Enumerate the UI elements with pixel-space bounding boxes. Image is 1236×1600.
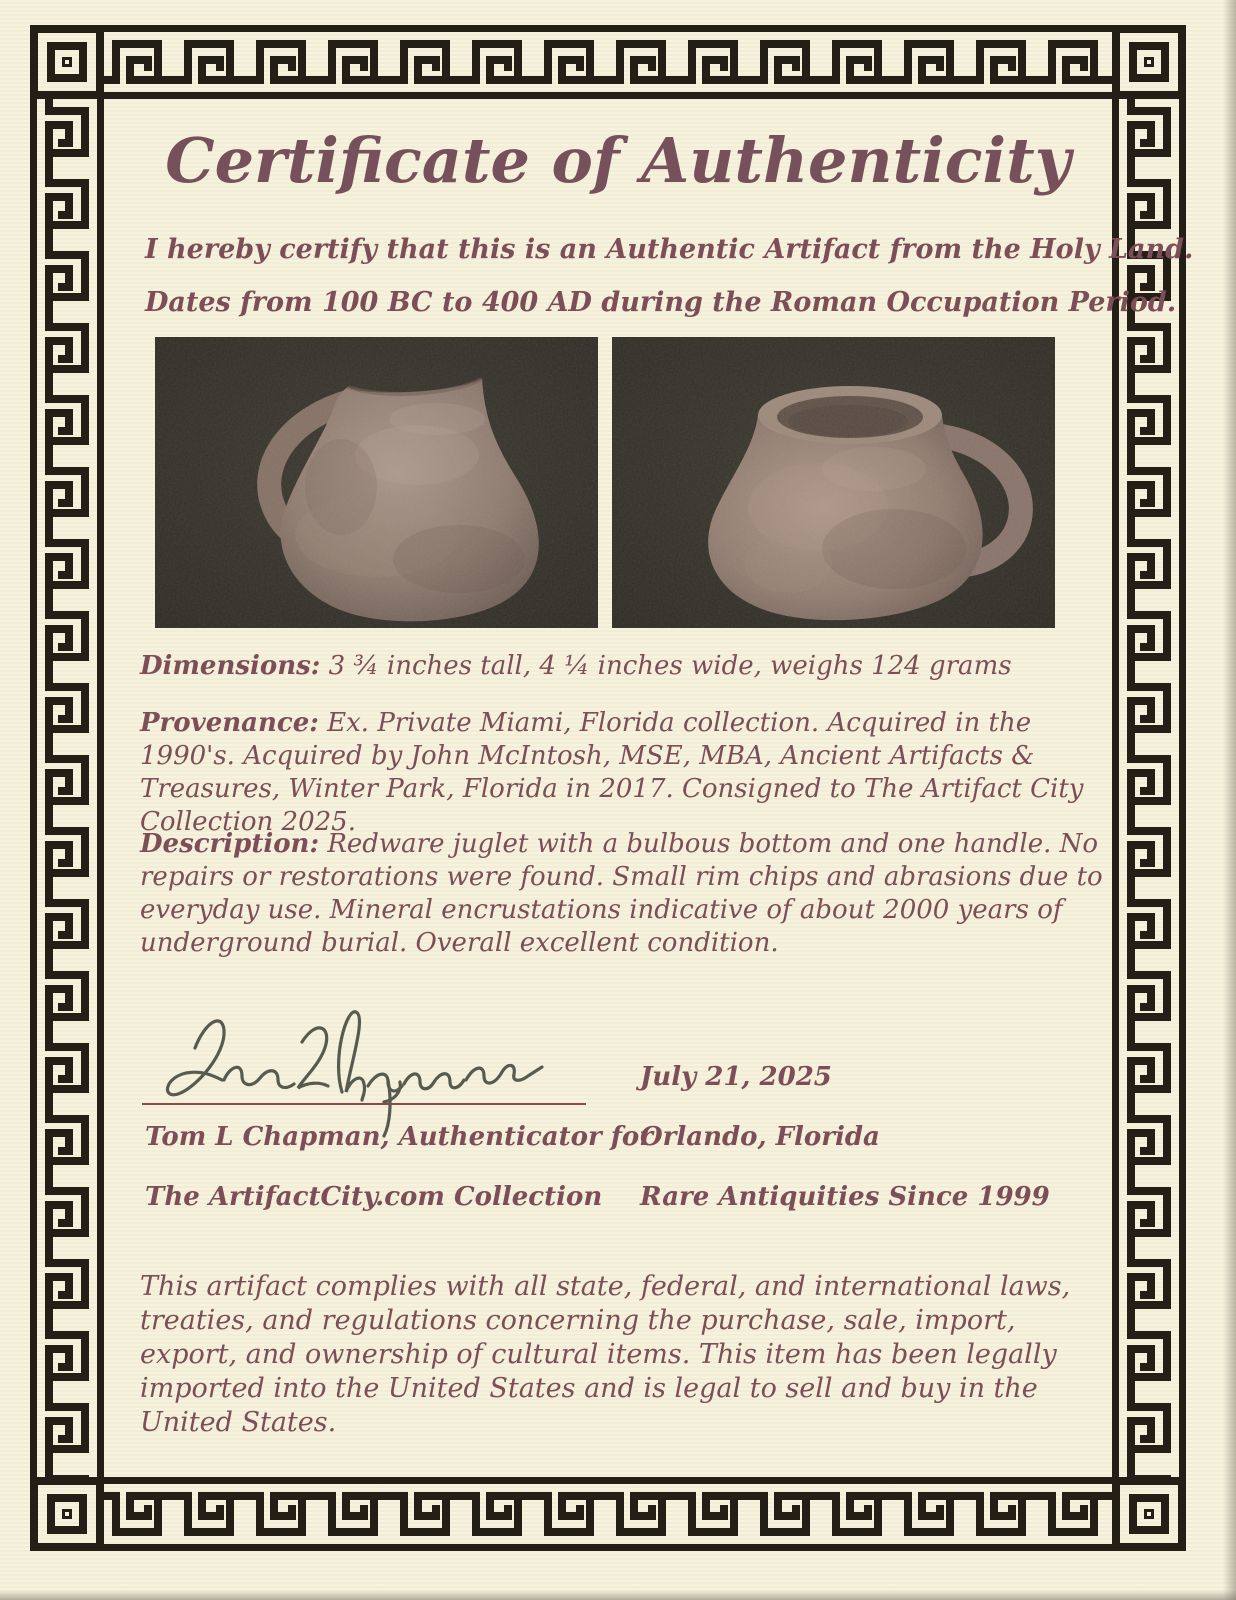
certification-line-2: Dates from 100 BC to 400 AD during the Roman Occupation Period. [145,287,1177,318]
certificate-location: Orlando, Florida [640,1122,880,1152]
scan-edge-bottom [0,1590,1236,1600]
description-label: Description: [140,829,320,859]
artifact-photo-left [155,337,598,628]
description-paragraph [140,828,1108,960]
artifact-photo-right [612,337,1055,628]
certification-line-1: I hereby certify that this is an Authentic Artifact from the Holy Land. [145,234,1194,265]
artifact-photos [155,337,1055,628]
dimensions-text: 3 ¾ inches tall, 4 ¼ inches wide, weighs 124 grams [328,651,1012,681]
provenance-label: Provenance: [140,708,319,738]
description-text: Redware juglet with a bulbous bottom and one handle. No repairs or restorations were found. Small rim chips and abrasions due to everyday use. Mineral encrustations indicative of about 2000 years of underground burial. Overall excellent condition. [140,829,1103,958]
signer-name-title: Tom L Chapman, Authenticator for [145,1122,653,1152]
provenance-paragraph [140,707,1108,839]
page-title: Certificate of Authenticity [165,124,1071,197]
dimensions-label: Dimensions: [140,651,321,681]
legal-notice: This artifact complies with all state, federal, and international laws, treaties, and regulations concerning the purchase, sale, import, export, and ownership of cultural items. This item has been legally imported into the United States and is legal to sell and buy in the United States. [140,1271,1071,1438]
provenance-text: Ex. Private Miami, Florida collection. Acquired in the 1990's. Acquired by John McIntosh, MSE, MBA, Ancient Artifacts & Treasures, Winter Park, Florida in 2017. Consigned to The Artifact City Collection 2025. [140,708,1084,837]
juglet-left-view-image [155,337,598,628]
certificate-date: July 21, 2025 [640,1062,832,1092]
company-tagline: Rare Antiquities Since 1999 [640,1182,1050,1212]
juglet-right-view-image [612,337,1055,628]
dimensions-paragraph [140,650,1108,683]
signer-collection: The ArtifactCity.com Collection [145,1182,603,1212]
scan-edge-right [1223,0,1236,1600]
signature-line [142,1103,586,1105]
